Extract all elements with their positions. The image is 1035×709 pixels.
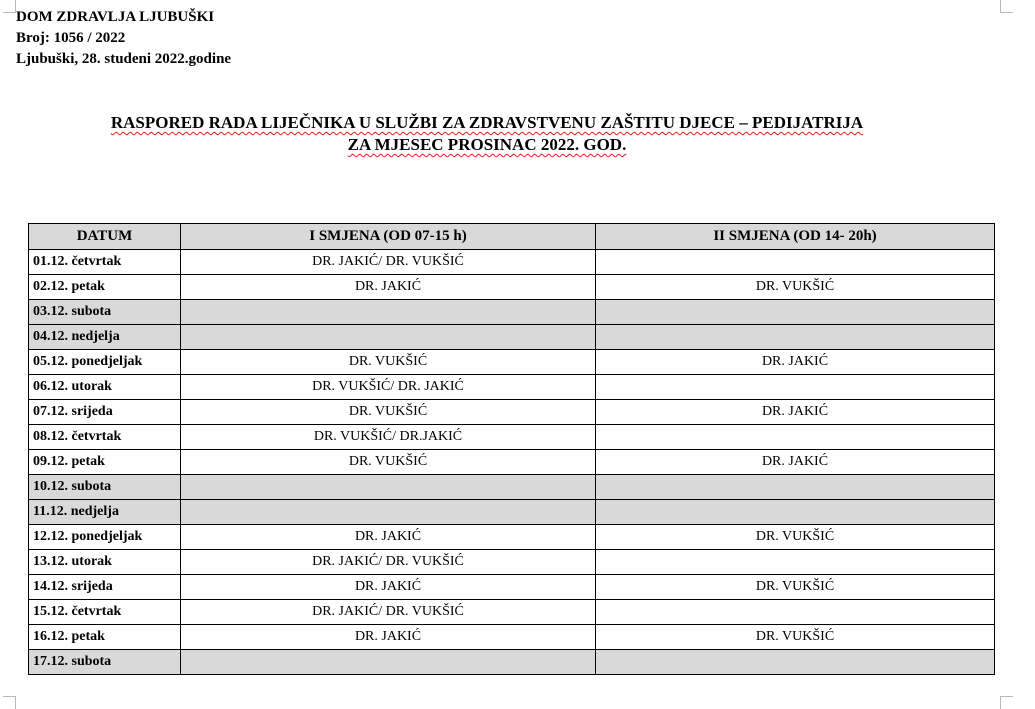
cell-shift-1 (181, 475, 596, 500)
table-row (29, 275, 995, 300)
crop-mark-bottom-right (1000, 696, 1013, 709)
cell-shift-2 (596, 650, 995, 675)
cell-shift-1: DR. VUKŠIĆ/ DR. JAKIĆ (181, 375, 596, 400)
table-row (29, 550, 995, 575)
institution-name: DOM ZDRAVLJA LJUBUŠKI (16, 9, 215, 25)
column-header-datum: DATUM (29, 224, 181, 250)
cell-shift-2 (596, 375, 995, 400)
table-row (29, 575, 995, 600)
cell-shift-1: DR. VUKŠIĆ (181, 400, 596, 425)
cell-shift-2: DR. JAKIĆ (596, 350, 995, 375)
crop-mark-bottom-left (3, 696, 16, 709)
schedule-table (28, 223, 995, 675)
table-row (29, 400, 995, 425)
cell-datum: 04.12. nedjelja (29, 325, 181, 350)
cell-shift-2 (596, 475, 995, 500)
cell-shift-2: DR. JAKIĆ (596, 400, 995, 425)
cell-shift-1: DR. JAKIĆ (181, 625, 596, 650)
cell-datum: 09.12. petak (29, 450, 181, 475)
cell-shift-1 (181, 300, 596, 325)
table-row (29, 250, 995, 275)
cell-shift-1: DR. VUKŠIĆ (181, 350, 596, 375)
table-row (29, 600, 995, 625)
schedule-body (29, 250, 995, 675)
cell-shift-1: DR. JAKIĆ (181, 275, 596, 300)
title-line-1: RASPORED RADA LIJEČNIKA U SLUŽBI ZA ZDRAVSTVENU ZAŠTITU DJECE – PEDIJATRIJA (110, 113, 864, 132)
cell-shift-2: DR. VUKŠIĆ (596, 275, 995, 300)
cell-datum: 08.12. četvrtak (29, 425, 181, 450)
cell-shift-1 (181, 500, 596, 525)
cell-shift-2 (596, 550, 995, 575)
cell-shift-1 (181, 650, 596, 675)
cell-shift-2 (596, 500, 995, 525)
table-row (29, 325, 995, 350)
table-row (29, 350, 995, 375)
place-and-date: Ljubuški, 28. studeni 2022.godine (16, 51, 232, 67)
cell-shift-1: DR. JAKIĆ/ DR. VUKŠIĆ (181, 600, 596, 625)
cell-datum: 05.12. ponedjeljak (29, 350, 181, 375)
cell-datum: 15.12. četvrtak (29, 600, 181, 625)
cell-shift-1: DR. JAKIĆ (181, 525, 596, 550)
cell-shift-1: DR. JAKIĆ (181, 575, 596, 600)
cell-shift-1: DR. VUKŠIĆ (181, 450, 596, 475)
column-header-shift-2: II SMJENA (OD 14- 20h) (596, 224, 995, 250)
table-row (29, 625, 995, 650)
table-row (29, 425, 995, 450)
cell-shift-2 (596, 325, 995, 350)
cell-datum: 01.12. četvrtak (29, 250, 181, 275)
table-row (29, 525, 995, 550)
cell-shift-2 (596, 425, 995, 450)
cell-datum: 14.12. srijeda (29, 575, 181, 600)
cell-shift-1: DR. JAKIĆ/ DR. VUKŠIĆ (181, 250, 596, 275)
cell-datum: 10.12. subota (29, 475, 181, 500)
document-header (16, 7, 231, 70)
table-header-row (29, 224, 995, 250)
cell-datum: 16.12. petak (29, 625, 181, 650)
column-header-shift-1: I SMJENA (OD 07-15 h) (181, 224, 596, 250)
cell-datum: 02.12. petak (29, 275, 181, 300)
cell-datum: 17.12. subota (29, 650, 181, 675)
crop-mark-top-left (3, 0, 16, 13)
table-row (29, 450, 995, 475)
cell-shift-2 (596, 300, 995, 325)
cell-shift-2: DR. VUKŠIĆ (596, 575, 995, 600)
cell-shift-1 (181, 325, 596, 350)
cell-shift-1: DR. JAKIĆ/ DR. VUKŠIĆ (181, 550, 596, 575)
cell-shift-2: DR. VUKŠIĆ (596, 525, 995, 550)
cell-shift-2: DR. JAKIĆ (596, 450, 995, 475)
table-row (29, 475, 995, 500)
title-line-2: ZA MJESEC PROSINAC 2022. GOD. (347, 135, 627, 154)
table-row (29, 500, 995, 525)
cell-datum: 06.12. utorak (29, 375, 181, 400)
cell-datum: 13.12. utorak (29, 550, 181, 575)
cell-datum: 07.12. srijeda (29, 400, 181, 425)
cell-shift-2 (596, 600, 995, 625)
table-row (29, 650, 995, 675)
cell-datum: 12.12. ponedjeljak (29, 525, 181, 550)
cell-shift-1: DR. VUKŠIĆ/ DR.JAKIĆ (181, 425, 596, 450)
crop-mark-top-right (1000, 0, 1013, 13)
document-title (0, 112, 974, 156)
cell-shift-2 (596, 250, 995, 275)
document-number: Broj: 1056 / 2022 (16, 30, 126, 46)
cell-shift-2: DR. VUKŠIĆ (596, 625, 995, 650)
cell-datum: 11.12. nedjelja (29, 500, 181, 525)
table-row (29, 375, 995, 400)
table-row (29, 300, 995, 325)
cell-datum: 03.12. subota (29, 300, 181, 325)
